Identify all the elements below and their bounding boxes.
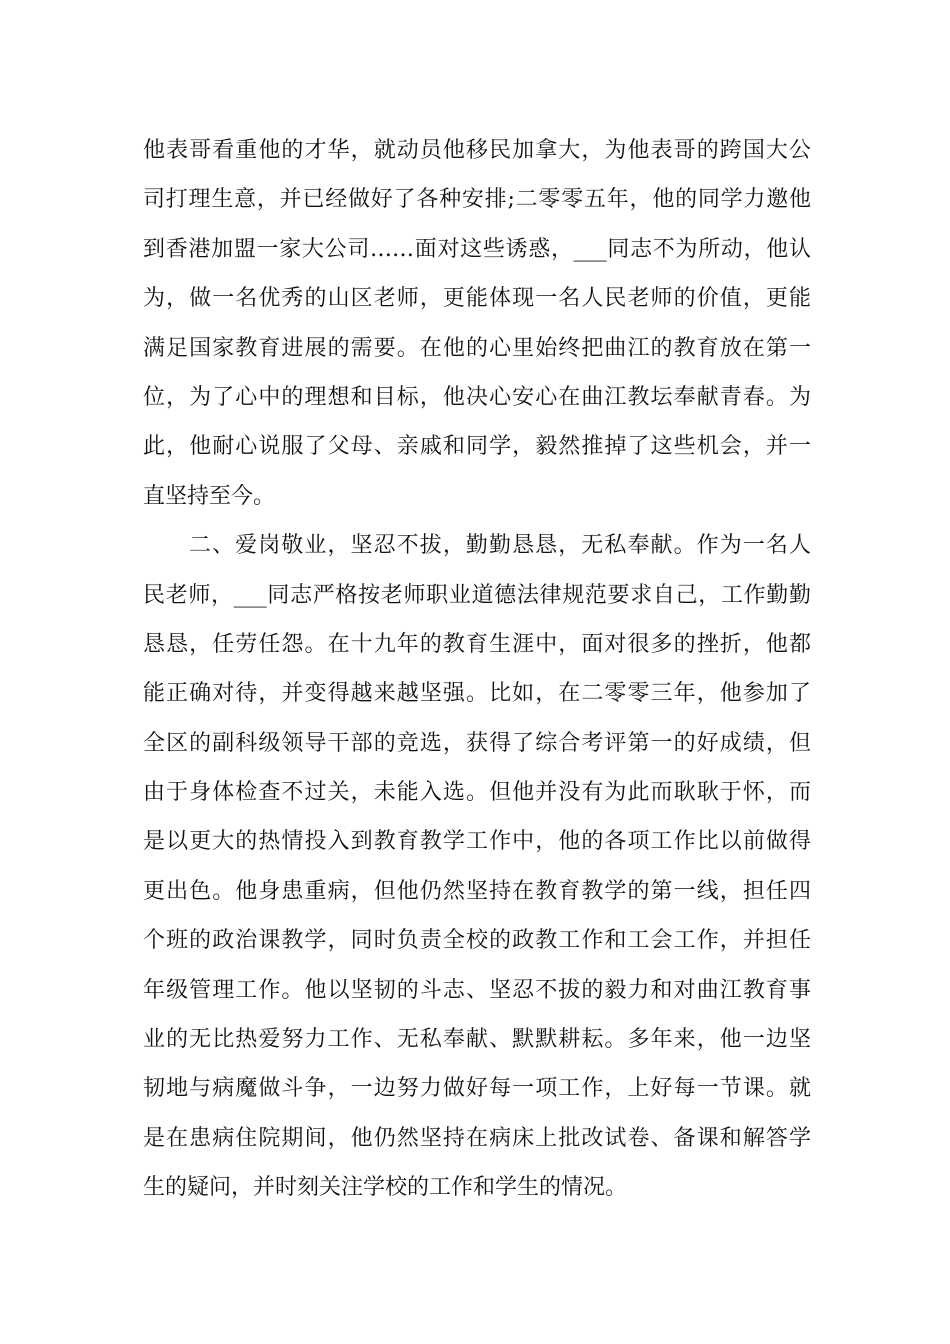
text-line: 直坚持至今。: [143, 483, 276, 509]
text-line: 到香港加盟一家大公司……面对这些诱惑，___同志不为所动，他认: [143, 236, 811, 262]
text-line: 位，为了心中的理想和目标，他决心安心在曲江教坛奉献青春。为: [143, 384, 811, 410]
paragraph-2: [143, 521, 811, 1212]
text-line: 为，做一名优秀的山区老师，更能体现一名人民老师的价值，更能: [143, 286, 811, 312]
text-line: 满足国家教育进展的需要。在他的心里始终把曲江的教育放在第一: [143, 335, 811, 361]
text-line: 能正确对待，并变得越来越坚强。比如，在二零零三年，他参加了: [143, 681, 811, 707]
text-line: 由于身体检查不过关，未能入选。但他并没有为此而耿耿于怀，而: [143, 780, 811, 806]
document-body: [143, 126, 811, 1213]
text-line: 全区的副科级领导干部的竞选，获得了综合考评第一的好成绩，但: [143, 730, 811, 756]
text-line: 业的无比热爱努力工作、无私奉献、默默耕耘。多年来，他一边坚: [143, 1027, 811, 1053]
text-line: 恳恳，任劳任怨。在十九年的教育生涯中，面对很多的挫折，他都: [143, 631, 811, 657]
text-line: 是在患病住院期间，他仍然坚持在病床上批改试卷、备课和解答学: [143, 1125, 811, 1151]
text-line: 生的疑问，并时刻关注学校的工作和学生的情况。: [143, 1175, 628, 1201]
text-line: 二、爱岗敬业，坚忍不拔，勤勤恳恳，无私奉献。作为一名人: [189, 533, 811, 559]
text-line: 年级管理工作。他以坚韧的斗志、坚忍不拔的毅力和对曲江教育事: [143, 977, 811, 1003]
text-line: 此，他耐心说服了父母、亲戚和同学，毅然推掉了这些机会，并一: [143, 434, 811, 460]
text-line: 韧地与病魔做斗争，一边努力做好每一项工作，上好每一节课。就: [143, 1076, 811, 1102]
text-line: 司打理生意，并已经做好了各种安排;二零零五年，他的同学力邀他: [143, 187, 811, 213]
text-line: 更出色。他身患重病，但他仍然坚持在教育教学的第一线，担任四: [143, 878, 811, 904]
text-line: 他表哥看重他的才华，就动员他移民加拿大，为他表哥的跨国大公: [143, 138, 811, 163]
paragraph-1: [143, 126, 811, 521]
text-line: 是以更大的热情投入到教育教学工作中，他的各项工作比以前做得: [143, 829, 811, 855]
text-line: 个班的政治课教学，同时负责全校的政教工作和工会工作，并担任: [143, 928, 811, 954]
text-line: 民老师，___同志严格按老师职业道德法律规范要求自己，工作勤勤: [143, 582, 811, 608]
